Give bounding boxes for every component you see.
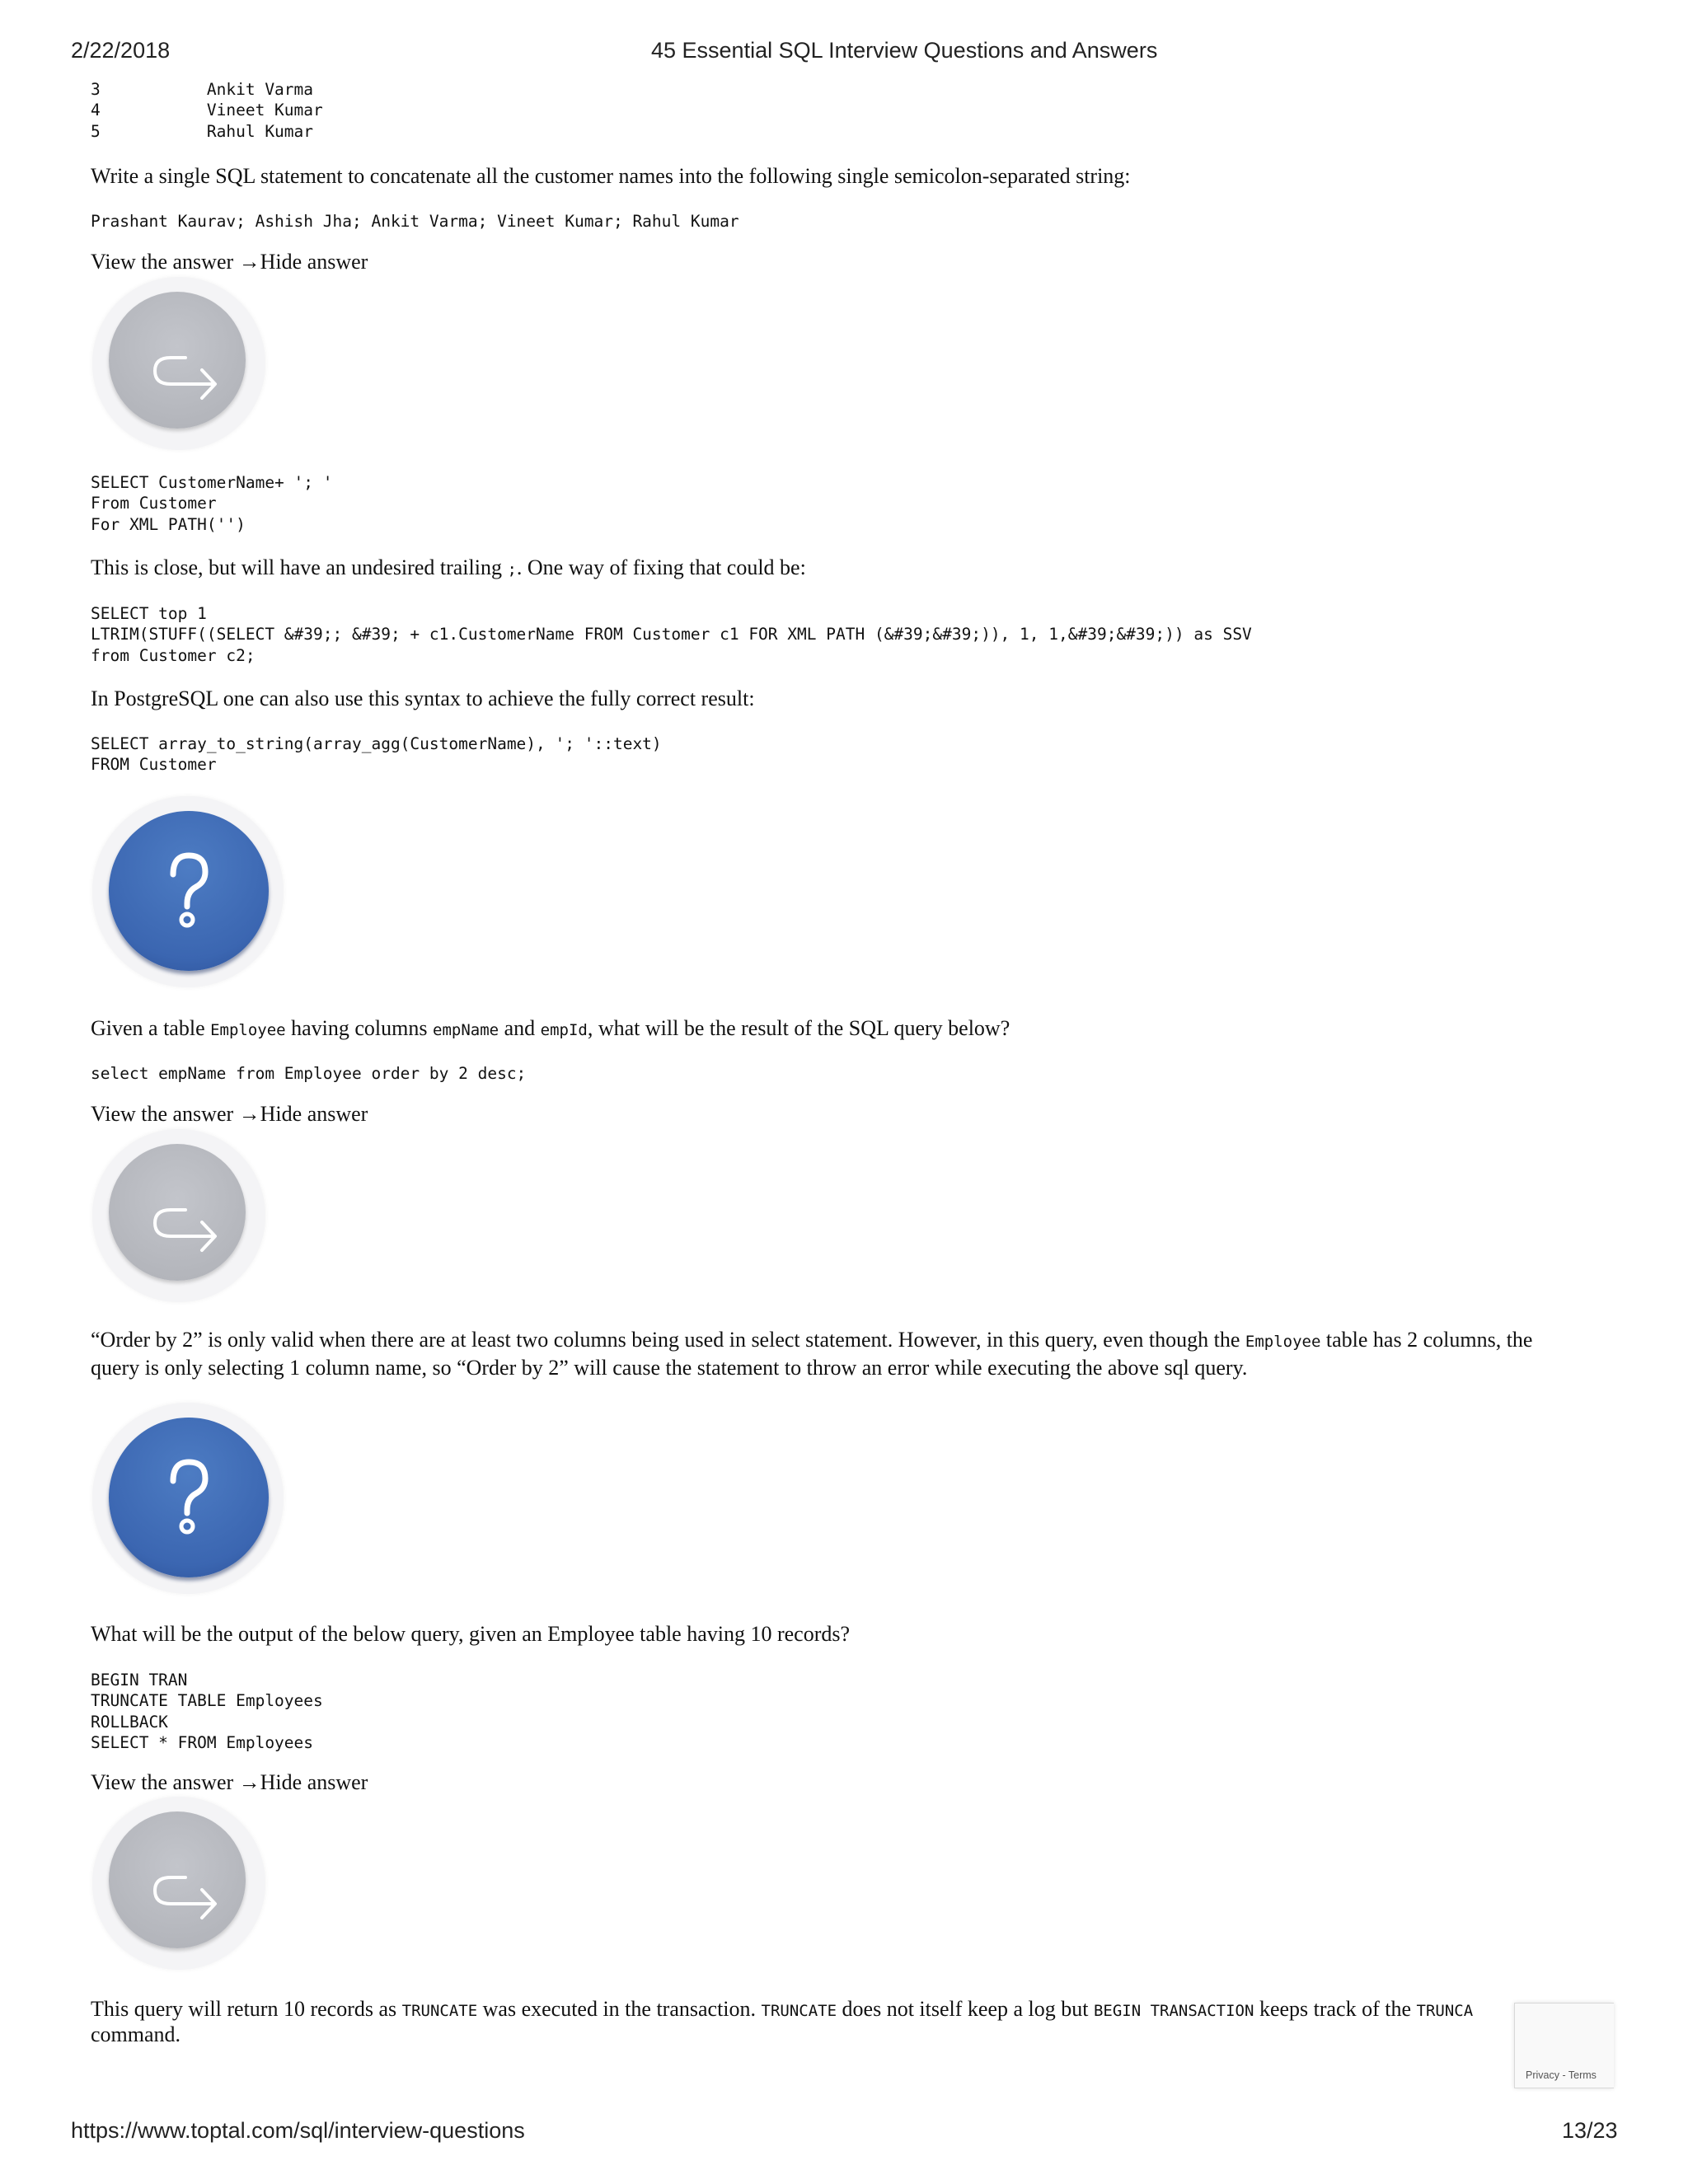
answer-arrow-icon — [92, 1129, 265, 1302]
answer-text-part2: was executed in the transaction. — [477, 1997, 762, 2021]
answer-text-part4: keeps track of the — [1254, 1997, 1417, 2021]
question-code-truncate: BEGIN TRAN TRUNCATE TABLE Employees ROLLBACK SELECT * FROM Employees — [91, 1671, 323, 1752]
inline-code-employee: Employee — [210, 1021, 286, 1039]
view-answer-toggle[interactable]: View the answer →Hide answer — [91, 1770, 368, 1794]
answer-code-postgres: SELECT array_to_string(array_agg(CustomerName), '; '::text) FROM Customer — [91, 734, 662, 775]
question-text-part1: Given a table — [91, 1016, 211, 1040]
inline-code-truncate: TRUNCATE — [401, 2002, 478, 2020]
question-text-truncate: What will be the output of the below query, given an Employee table having 10 records? — [91, 1622, 851, 1646]
inline-code-employee: Employee — [1245, 1333, 1321, 1351]
question-text: Write a single SQL statement to concatenate all the customer names into the following single semicolon-separated string: — [91, 164, 1131, 188]
print-date: 2/22/2018 — [71, 38, 171, 63]
answer-code-stuff: SELECT top 1 LTRIM(STUFF((SELECT &#39;; &#39; + c1.CustomerName FROM Customer c1 FOR XML PATH (&#39;&#39;)), 1, 1,&#39;&#39;)) as SSV from Customer c2; — [91, 604, 1252, 665]
answer-text-command: command. — [91, 2022, 181, 2046]
question-mark-icon — [92, 1403, 284, 1594]
inline-code-truncate: TRUNCATE — [761, 2002, 837, 2020]
inline-code-begin-transaction: BEGIN TRANSACTION — [1093, 2002, 1254, 2020]
inline-code-empname: empName — [433, 1021, 499, 1039]
answer-text-trailing — [91, 555, 1582, 583]
question-text-employee — [91, 1015, 1582, 1043]
view-answer-toggle[interactable]: View the answer →Hide answer — [91, 1102, 368, 1126]
question-text-part3: and — [499, 1016, 541, 1040]
table-rows-tail: 3 Ankit Varma 4 Vineet Kumar 5 Rahul Kumar — [91, 80, 323, 141]
answer-text-trailing-part1: This is close, but will have an undesired trailing — [91, 555, 508, 579]
print-title: 45 Essential SQL Interview Questions and Answers — [651, 38, 1158, 63]
question-code-order-by: select empName from Employee order by 2 desc; — [91, 1064, 527, 1083]
inline-code-truncate-cut: TRUNCA — [1416, 2002, 1474, 2020]
answer-arrow-icon — [92, 277, 265, 450]
question-text-part2: having columns — [285, 1016, 433, 1040]
answer-text-postgres: In PostgreSQL one can also use this syntax to achieve the fully correct result: — [91, 687, 755, 710]
question-code: Prashant Kaurav; Ashish Jha; Ankit Varma; Vineet Kumar; Rahul Kumar — [91, 212, 739, 231]
page-number: 13/23 — [1562, 2118, 1618, 2143]
question-mark-icon — [92, 796, 284, 987]
answer-text-trailing-part2: . One way of fixing that could be: — [516, 555, 806, 579]
answer-arrow-icon — [92, 1797, 265, 1970]
print-url: https://www.toptal.com/sql/interview-questions — [71, 2118, 525, 2143]
answer-text-part1: “Order by 2” is only valid when there are at least two columns being used in select statement. However, in this query, even though the — [91, 1328, 1245, 1352]
answer-text-truncate — [91, 1996, 1525, 2024]
question-text-part4: , what will be the result of the SQL query below? — [587, 1016, 1010, 1040]
recaptcha-badge[interactable] — [1514, 2003, 1614, 2088]
answer-text-part1: This query will return 10 records as — [91, 1997, 402, 2021]
answer-text-order-by — [91, 1327, 1582, 1380]
view-answer-toggle[interactable]: View the answer →Hide answer — [91, 250, 368, 274]
answer-text-part2: table has 2 columns, the query is only selecting 1 column name, so “Order by 2” will cause the statement to throw an error while executing the above sql query. — [91, 1328, 1533, 1380]
answer-code-for-xml: SELECT CustomerName+ '; ' From Customer For XML PATH('') — [91, 473, 333, 534]
answer-text-part3: does not itself keep a log but — [837, 1997, 1094, 2021]
recaptcha-links[interactable]: Privacy - Terms — [1526, 2069, 1597, 2081]
inline-code-semicolon: ; — [507, 560, 517, 579]
inline-code-empid: empId — [540, 1021, 588, 1039]
